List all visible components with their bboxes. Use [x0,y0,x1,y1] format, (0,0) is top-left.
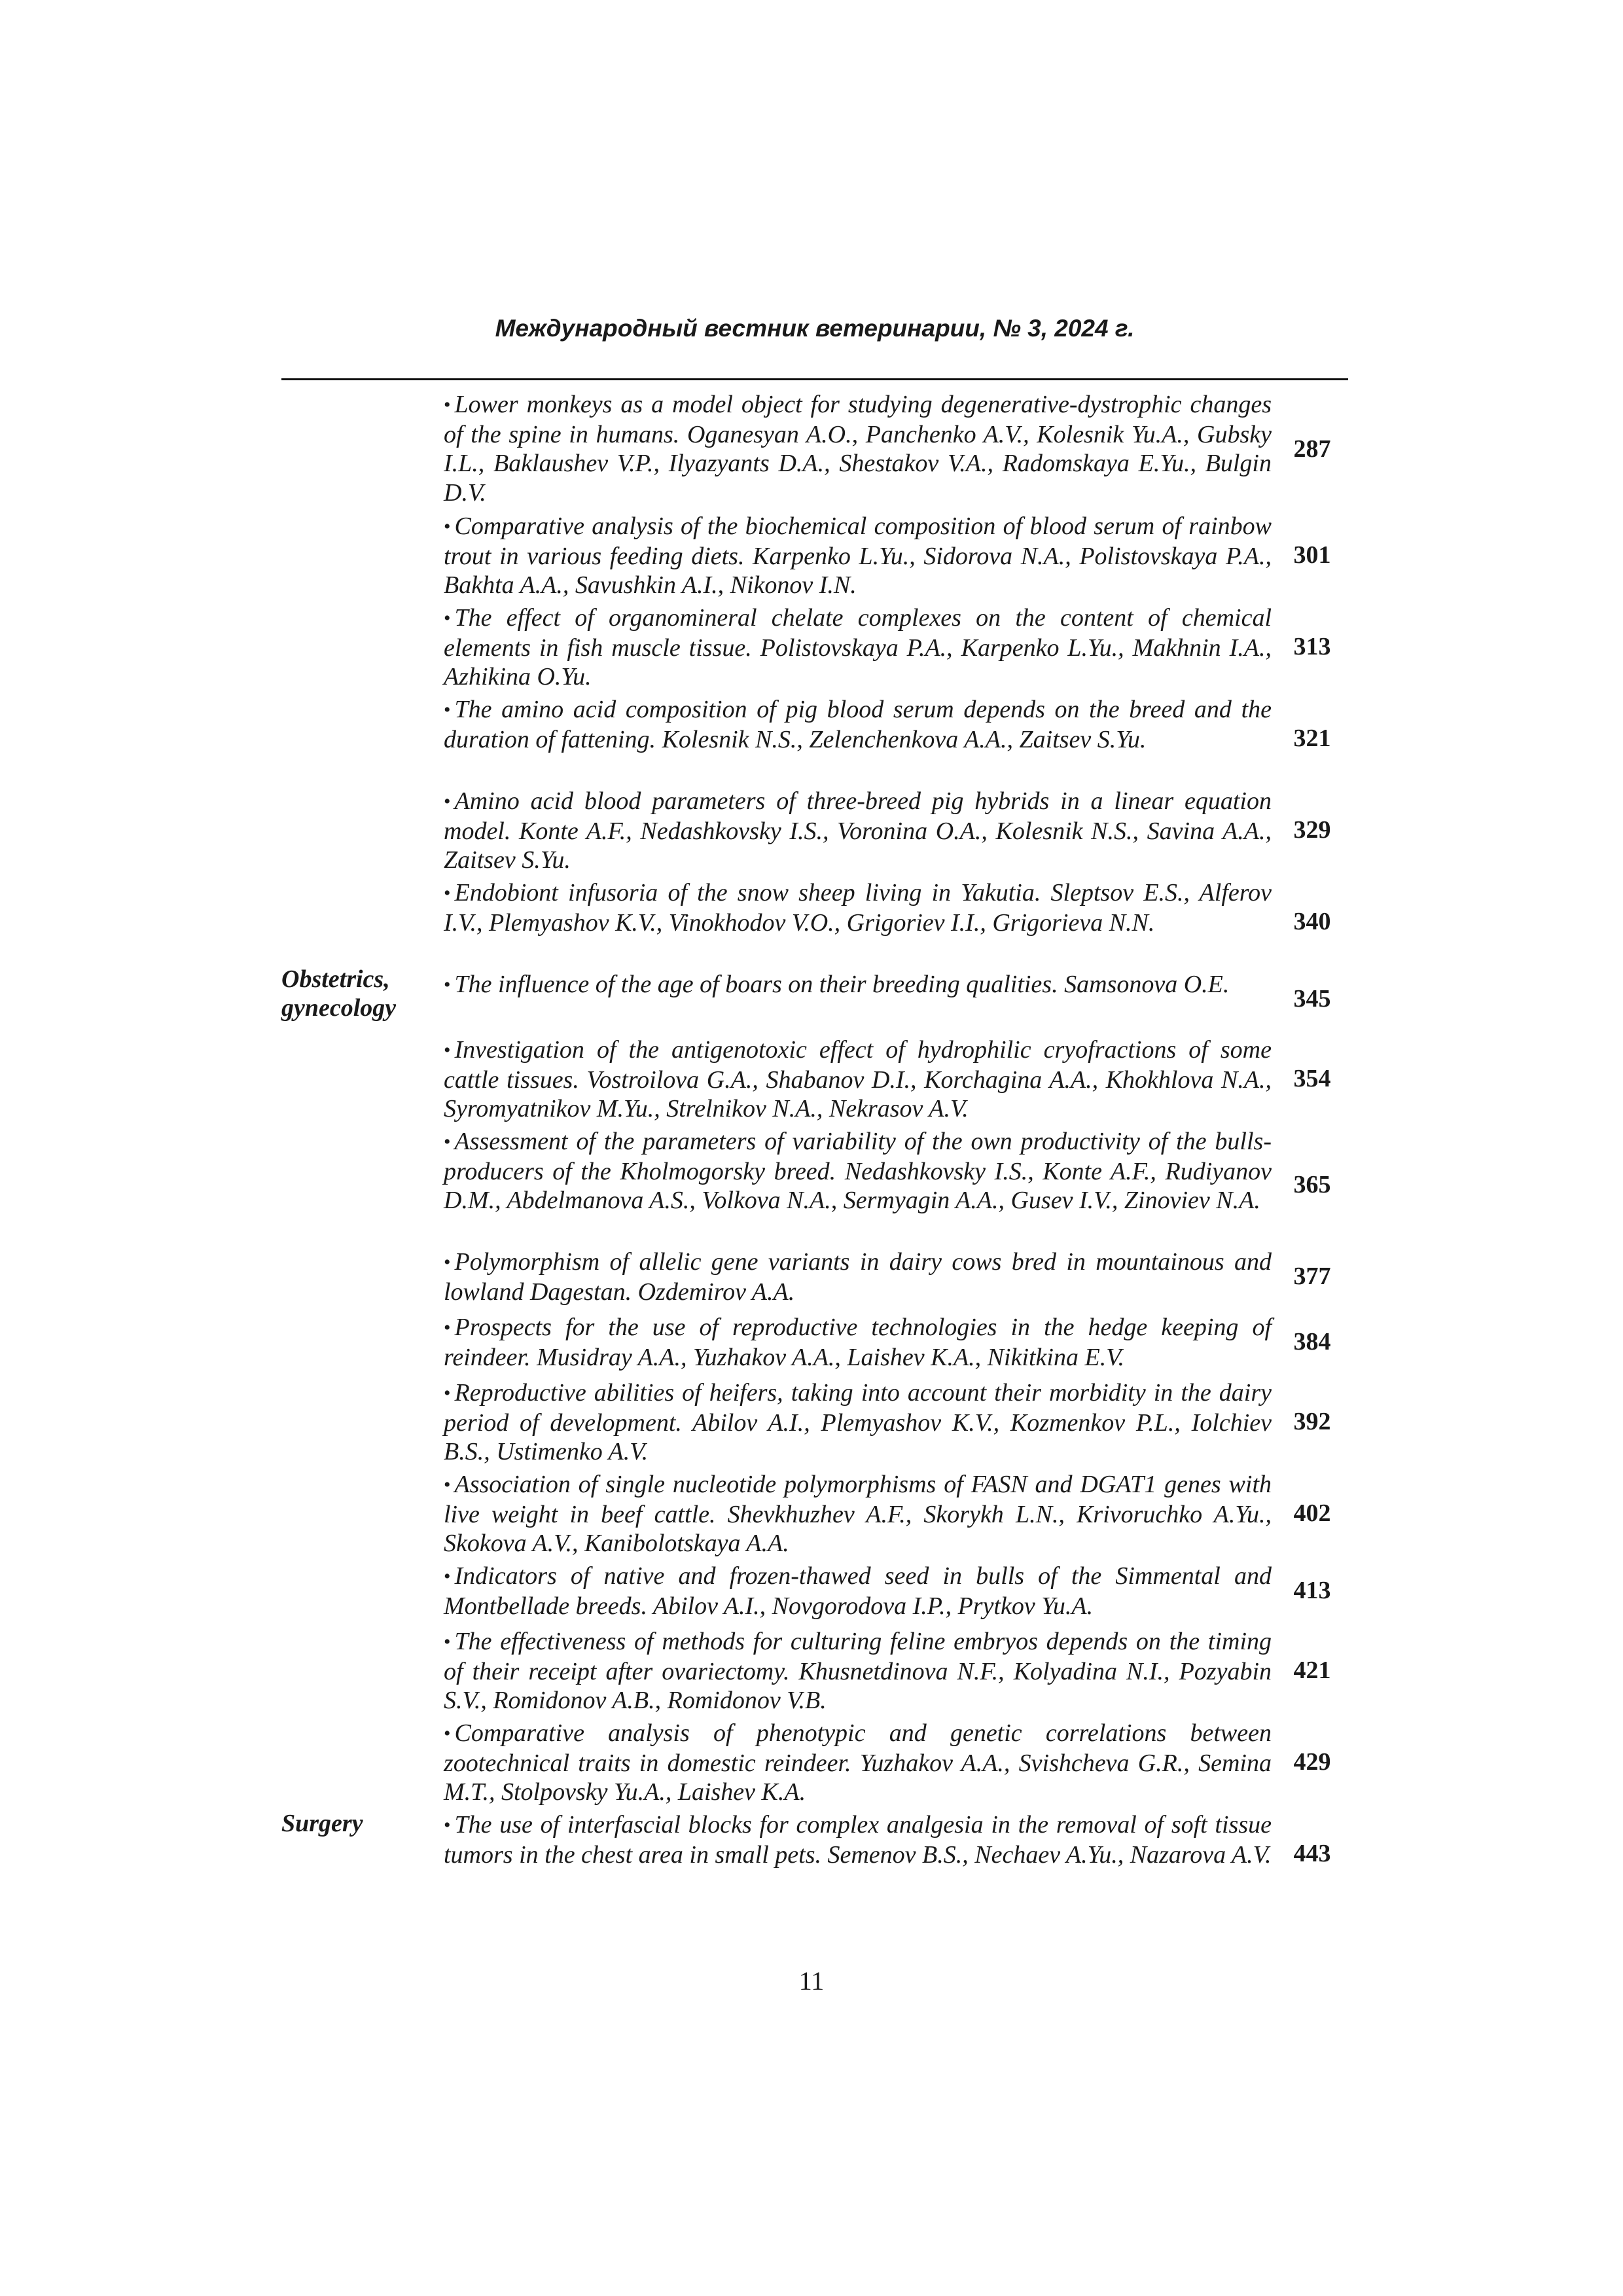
section-surgery: Surgery [281,1810,363,1837]
entry-page: 365 [1293,1171,1331,1198]
bullet-icon: • [444,1566,451,1587]
entry-text: Endobiont infusoria of the snow sheep living in Yakutia. Sleptsov E.S., Alferov I.V., Plemyashov K.V., Vinokhodov V.O., Grigoriev I.I., Grigorieva N.N. [444,879,1272,937]
entry-text: The amino acid composition of pig blood serum depends on the breed and the duration of fattening. Kolesnik N.S., Zelenchenkova A.A., Zaitsev S.Yu. [444,696,1272,753]
toc-entry [444,1719,1272,1807]
page-number: 11 [798,1966,825,1996]
entry-text: The effectiveness of methods for culturing feline embryos depends on the timing of their receipt after ovariectomy. Khusnetdinova N.F., Kolyadina N.I., Pozyabin S.V., Romidonov A.B., Romidonov V.B. [444,1628,1272,1714]
entry-text: Assessment of the parameters of variability of the own productivity of the bulls-producers of the Kholmogorsky breed. Nedashkovsky I.S., Konte A.F., Rudiyanov D.M., Abdelmanova A.S., Volkova N.A., Sermyagin A.A., Gusev I.V., Zinoviev N.A. [444,1128,1272,1214]
section-label-line1: Obstetrics, [281,965,390,993]
toc-entry [444,787,1272,875]
entry-page: 321 [1293,725,1331,752]
toc-entry [444,1810,1272,1869]
entry-page: 443 [1293,1840,1331,1867]
entry-text: Lower monkeys as a model object for studying degenerative-dystrophic changes of the spine in humans. Oganesyan A.O., Panchenko A.V., Kolesnik Yu.A., Gubsky I.L., Baklaushev V.P., Ilyazyants D.A., Shestakov V.A., Radomskaya E.Yu., Bulgin D.V. [444,391,1272,507]
entry-page: 340 [1293,908,1331,935]
bullet-icon: • [444,791,451,812]
toc-entry [444,1247,1272,1306]
section-label-line2: gynecology [281,994,397,1022]
toc-entry [444,970,1272,1000]
toc-entry [444,1562,1272,1621]
entry-page: 413 [1293,1577,1331,1604]
bullet-icon: • [444,974,451,996]
entry-text: Indicators of native and frozen-thawed seed in bulls of the Simmental and Montbellade breeds. Abilov A.I., Novgorodova I.P., Prytkov Yu.A. [444,1562,1272,1620]
entry-page: 402 [1293,1499,1331,1527]
entry-page: 329 [1293,816,1331,844]
toc-entry [444,878,1272,937]
section-obstetrics-gynecology [281,965,419,1022]
toc-entry [444,603,1272,692]
entry-page: 354 [1293,1065,1331,1092]
journal-header: Международный вестник ветеринарии, № 3, 2024 г. [495,315,1135,342]
header-rule [281,378,1348,380]
toc-entry [444,390,1272,507]
bullet-icon: • [444,1131,451,1153]
toc-entry [444,695,1272,754]
toc-entry [444,1313,1272,1372]
bullet-icon: • [444,1251,451,1273]
entry-page: 421 [1293,1657,1331,1684]
bullet-icon: • [444,1723,451,1744]
entry-page: 429 [1293,1748,1331,1776]
entry-text: The influence of the age of boars on their breeding qualities. Samsonova O.E. [454,971,1230,998]
bullet-icon: • [444,699,451,721]
bullet-icon: • [444,516,451,537]
toc-entry [444,1378,1272,1467]
entry-text: The use of interfascial blocks for complex analgesia in the removal of soft tissue tumors in the chest area in small pets. Semenov B.S., Nechaev A.Yu., Nazarova A.V. [444,1811,1272,1869]
bullet-icon: • [444,607,451,629]
bullet-icon: • [444,1317,451,1338]
entry-text: Prospects for the use of reproductive technologies in the hedge keeping of reindeer. Musidray A.A., Yuzhakov A.A., Laishev K.A., Nikitkina E.V. [444,1314,1272,1371]
entry-page: 301 [1293,541,1331,569]
entry-page: 392 [1293,1408,1331,1435]
toc-entry [444,512,1272,600]
entry-page: 345 [1293,985,1331,1013]
toc-entry [444,1035,1272,1124]
toc-entry [444,1127,1272,1215]
bullet-icon: • [444,1039,451,1061]
entry-page: 287 [1293,435,1331,463]
entry-text: Investigation of the antigenotoxic effect of hydrophilic cryofractions of some cattle tissues. Vostroilova G.A., Shabanov D.I., Korchagina A.A., Khokhlova N.A., Syromyatnikov M.Yu., Strelnikov N.A., Nekrasov A.V. [444,1036,1272,1122]
entry-text: Amino acid blood parameters of three-breed pig hybrids in a linear equation model. Konte A.F., Nedashkovsky I.S., Voronina O.A., Kolesnik N.S., Savina A.A., Zaitsev S.Yu. [444,787,1272,874]
bullet-icon: • [444,1814,451,1836]
entry-text: Polymorphism of allelic gene variants in dairy cows bred in mountainous and lowland Dagestan. Ozdemirov A.A. [444,1248,1272,1306]
entry-text: The effect of organomineral chelate complexes on the content of chemical elements in fish muscle tissue. Polistovskaya P.A., Karpenko L.Yu., Makhnin I.A., Azhikina O.Yu. [444,604,1272,691]
toc-entry [444,1627,1272,1715]
bullet-icon: • [444,1382,451,1404]
entry-page: 377 [1293,1263,1331,1290]
entry-page: 313 [1293,633,1331,660]
bullet-icon: • [444,1631,451,1653]
entry-text: Association of single nucleotide polymorphisms of FASN and DGAT1 genes with live weight in beef cattle. Shevkhuzhev A.F., Skorykh L.N., Krivoruchko A.Yu., Skokova A.V., Kanibolotskaya A.A. [444,1471,1272,1557]
entry-text: Reproductive abilities of heifers, taking into account their morbidity in the dairy period of development. Abilov A.I., Plemyashov K.V., Kozmenkov P.L., Iolchiev B.S., Ustimenko A.V. [444,1379,1272,1465]
bullet-icon: • [444,882,451,904]
entry-text: Comparative analysis of the biochemical composition of blood serum of rainbow trout in various feeding diets. Karpenko L.Yu., Sidorova N.A., Polistovskaya P.A., Bakhta A.A., Savushkin A.I., Nikonov I.N. [444,512,1272,599]
toc-entry [444,1470,1272,1558]
bullet-icon: • [444,1474,451,1496]
entry-text: Comparative analysis of phenotypic and genetic correlations between zootechnical traits in domestic reindeer. Yuzhakov A.A., Svishcheva G.R., Semina M.T., Stolpovsky Yu.A., Laishev K.A. [444,1719,1272,1806]
bullet-icon: • [444,394,451,416]
entry-page: 384 [1293,1328,1331,1355]
